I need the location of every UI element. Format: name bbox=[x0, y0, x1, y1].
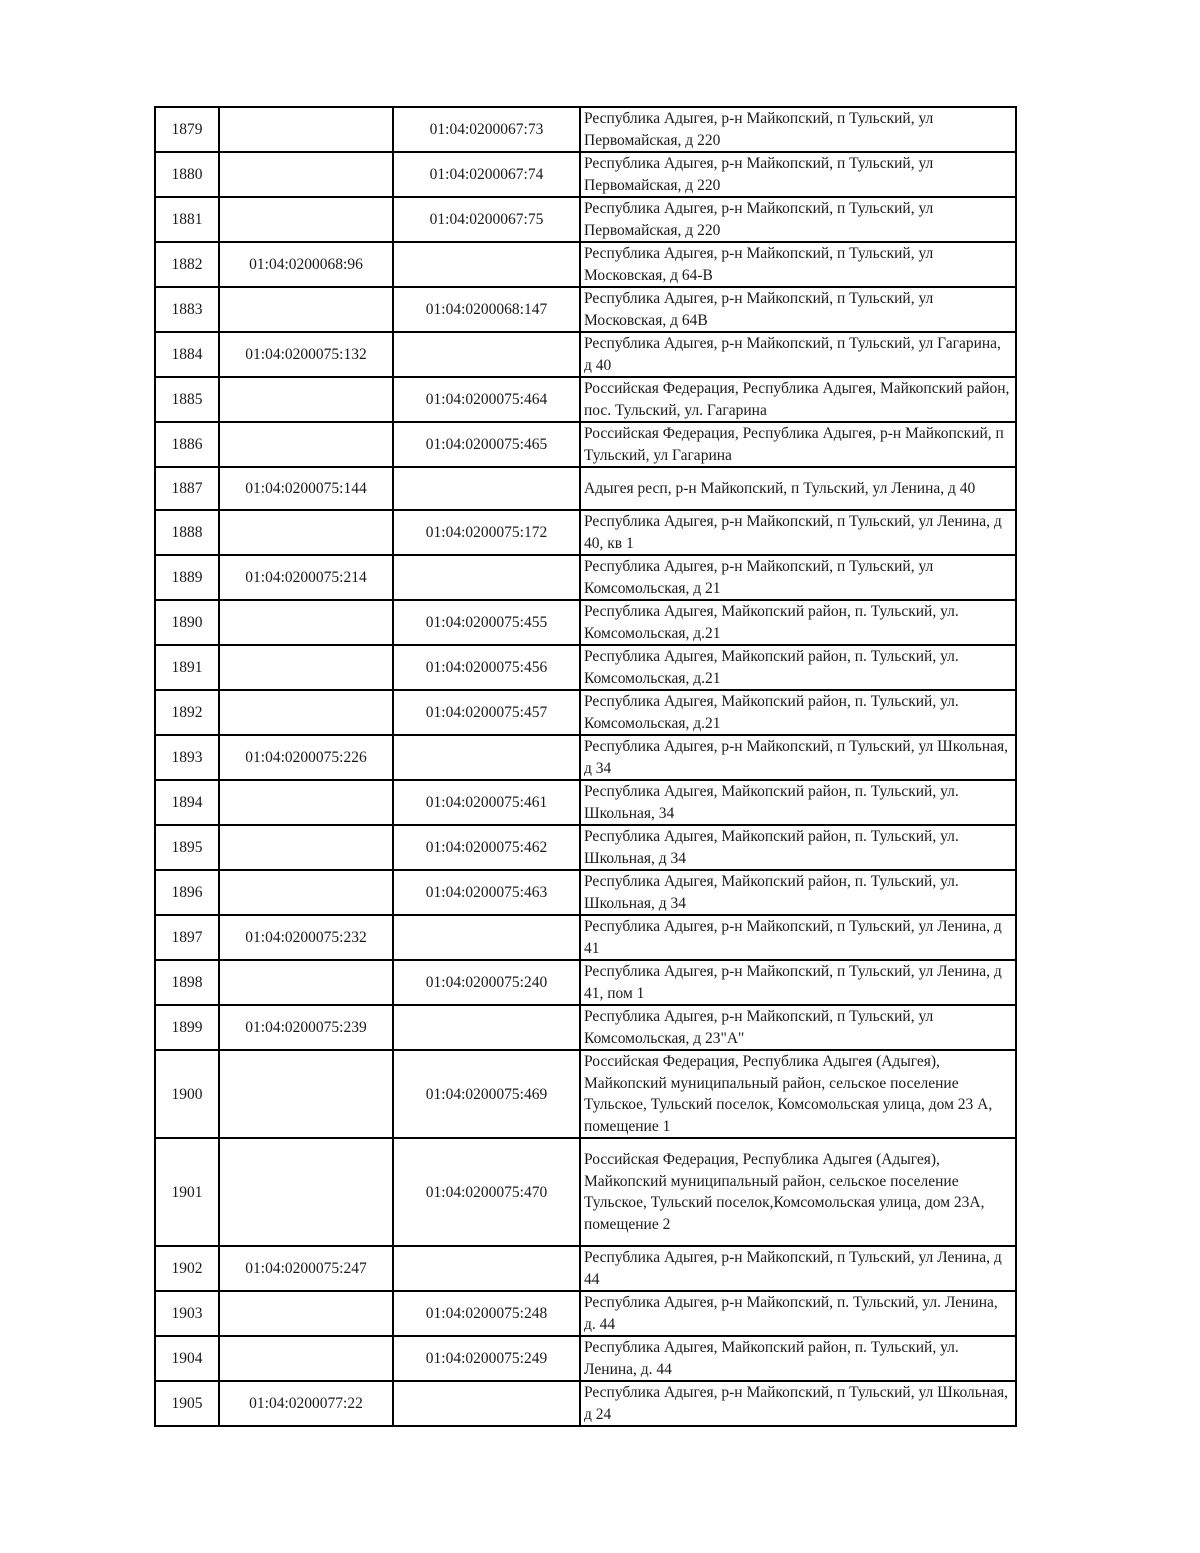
table-row bbox=[155, 467, 1016, 510]
cadastral-number-object: 01:04:0200075:464 bbox=[393, 377, 580, 422]
row-number: 1894 bbox=[155, 780, 219, 825]
cadastral-number-parcel bbox=[219, 197, 393, 242]
cadastral-number-object bbox=[393, 1246, 580, 1291]
table-row bbox=[155, 1138, 1016, 1246]
cadastral-number-object bbox=[393, 467, 580, 510]
cadastral-number-object bbox=[393, 1381, 580, 1426]
cadastral-number-parcel bbox=[219, 600, 393, 645]
table-row bbox=[155, 242, 1016, 287]
row-number: 1883 bbox=[155, 287, 219, 332]
address-cell: Российская Федерация, Республика Адыгея, р-н Майкопский, п Тульский, ул Гагарина bbox=[580, 422, 1016, 467]
table-row bbox=[155, 690, 1016, 735]
row-number: 1879 bbox=[155, 107, 219, 152]
cadastral-number-parcel bbox=[219, 510, 393, 555]
table-row bbox=[155, 780, 1016, 825]
address-cell: Республика Адыгея, р-н Майкопский, п Тульский, ул Гагарина, д 40 bbox=[580, 332, 1016, 377]
address-cell: Республика Адыгея, р-н Майкопский, п Тульский, ул Первомайская, д 220 bbox=[580, 152, 1016, 197]
cadastral-number-parcel bbox=[219, 960, 393, 1005]
address-cell: Республика Адыгея, р-н Майкопский, п Тульский, ул Московская, д 64-В bbox=[580, 242, 1016, 287]
cadastral-number-parcel bbox=[219, 422, 393, 467]
table-row bbox=[155, 152, 1016, 197]
address-cell: Республика Адыгея, р-н Майкопский, п Тульский, ул Первомайская, д 220 bbox=[580, 197, 1016, 242]
address-cell: Республика Адыгея, р-н Майкопский, п Тульский, ул Ленина, д 40, кв 1 bbox=[580, 510, 1016, 555]
row-number: 1905 bbox=[155, 1381, 219, 1426]
row-number: 1901 bbox=[155, 1138, 219, 1246]
cadastral-number-parcel: 01:04:0200075:226 bbox=[219, 735, 393, 780]
row-number: 1882 bbox=[155, 242, 219, 287]
address-cell: Российская Федерация, Республика Адыгея, Майкопский район, пос. Тульский, ул. Гагарина bbox=[580, 377, 1016, 422]
cadastral-number-object bbox=[393, 332, 580, 377]
cadastral-number-object bbox=[393, 555, 580, 600]
address-cell: Республика Адыгея, р-н Майкопский, п. Тульский, ул. Ленина, д. 44 bbox=[580, 1291, 1016, 1336]
row-number: 1895 bbox=[155, 825, 219, 870]
row-number: 1897 bbox=[155, 915, 219, 960]
table-row bbox=[155, 825, 1016, 870]
row-number: 1885 bbox=[155, 377, 219, 422]
cadastral-number-object: 01:04:0200075:172 bbox=[393, 510, 580, 555]
table-row bbox=[155, 332, 1016, 377]
cadastral-number-parcel: 01:04:0200068:96 bbox=[219, 242, 393, 287]
table-row bbox=[155, 1246, 1016, 1291]
cadastral-number-parcel: 01:04:0200075:214 bbox=[219, 555, 393, 600]
row-number: 1889 bbox=[155, 555, 219, 600]
table-row bbox=[155, 197, 1016, 242]
cadastral-number-parcel bbox=[219, 107, 393, 152]
address-cell: Республика Адыгея, р-н Майкопский, п Тульский, ул Ленина, д 44 bbox=[580, 1246, 1016, 1291]
table-body bbox=[155, 107, 1016, 1426]
cadastral-number-parcel bbox=[219, 1138, 393, 1246]
table-row bbox=[155, 600, 1016, 645]
cadastral-number-object: 01:04:0200075:465 bbox=[393, 422, 580, 467]
address-cell: Республика Адыгея, р-н Майкопский, п Тульский, ул Первомайская, д 220 bbox=[580, 107, 1016, 152]
row-number: 1880 bbox=[155, 152, 219, 197]
cadastral-number-object: 01:04:0200075:463 bbox=[393, 870, 580, 915]
row-number: 1881 bbox=[155, 197, 219, 242]
table-row bbox=[155, 870, 1016, 915]
row-number: 1893 bbox=[155, 735, 219, 780]
cadastral-number-object: 01:04:0200075:249 bbox=[393, 1336, 580, 1381]
cadastral-number-object: 01:04:0200075:462 bbox=[393, 825, 580, 870]
cadastral-number-object bbox=[393, 915, 580, 960]
row-number: 1896 bbox=[155, 870, 219, 915]
row-number: 1891 bbox=[155, 645, 219, 690]
cadastral-number-parcel bbox=[219, 645, 393, 690]
table-row bbox=[155, 960, 1016, 1005]
cadastral-number-object: 01:04:0200075:248 bbox=[393, 1291, 580, 1336]
cadastral-number-parcel bbox=[219, 152, 393, 197]
cadastral-number-parcel bbox=[219, 690, 393, 735]
cadastral-number-object bbox=[393, 735, 580, 780]
cadastral-number-object: 01:04:0200075:455 bbox=[393, 600, 580, 645]
row-number: 1899 bbox=[155, 1005, 219, 1050]
address-cell: Республика Адыгея, р-н Майкопский, п Тульский, ул Комсомольская, д 23"А" bbox=[580, 1005, 1016, 1050]
table-row bbox=[155, 107, 1016, 152]
table-row bbox=[155, 555, 1016, 600]
table-row bbox=[155, 510, 1016, 555]
cadastral-number-object: 01:04:0200067:73 bbox=[393, 107, 580, 152]
table-row bbox=[155, 422, 1016, 467]
cadastral-number-parcel bbox=[219, 1336, 393, 1381]
cadastral-number-parcel: 01:04:0200075:239 bbox=[219, 1005, 393, 1050]
row-number: 1888 bbox=[155, 510, 219, 555]
table-row bbox=[155, 1336, 1016, 1381]
cadastral-number-object: 01:04:0200075:470 bbox=[393, 1138, 580, 1246]
row-number: 1900 bbox=[155, 1050, 219, 1138]
table-row bbox=[155, 645, 1016, 690]
row-number: 1886 bbox=[155, 422, 219, 467]
cadastral-number-object: 01:04:0200075:457 bbox=[393, 690, 580, 735]
address-cell: Республика Адыгея, р-н Майкопский, п Тульский, ул Школьная, д 34 bbox=[580, 735, 1016, 780]
cadastral-number-parcel bbox=[219, 287, 393, 332]
address-cell: Республика Адыгея, Майкопский район, п. Тульский, ул. Школьная, 34 bbox=[580, 780, 1016, 825]
row-number: 1904 bbox=[155, 1336, 219, 1381]
cadastral-number-parcel: 01:04:0200077:22 bbox=[219, 1381, 393, 1426]
address-cell: Республика Адыгея, р-н Майкопский, п Тульский, ул Ленина, д 41 bbox=[580, 915, 1016, 960]
address-cell: Республика Адыгея, р-н Майкопский, п Тульский, ул Школьная, д 24 bbox=[580, 1381, 1016, 1426]
cadastral-number-object: 01:04:0200075:456 bbox=[393, 645, 580, 690]
address-cell: Республика Адыгея, Майкопский район, п. Тульский, ул. Комсомольская, д.21 bbox=[580, 690, 1016, 735]
table-row bbox=[155, 735, 1016, 780]
row-number: 1892 bbox=[155, 690, 219, 735]
cadastral-number-object: 01:04:0200075:240 bbox=[393, 960, 580, 1005]
cadastral-number-object: 01:04:0200067:75 bbox=[393, 197, 580, 242]
address-cell: Республика Адыгея, Майкопский район, п. Тульский, ул. Комсомольская, д.21 bbox=[580, 645, 1016, 690]
table-row bbox=[155, 915, 1016, 960]
address-cell: Республика Адыгея, Майкопский район, п. Тульский, ул. Школьная, д 34 bbox=[580, 870, 1016, 915]
cadastral-number-parcel: 01:04:0200075:132 bbox=[219, 332, 393, 377]
address-cell: Республика Адыгея, р-н Майкопский, п Тульский, ул Комсомольская, д 21 bbox=[580, 555, 1016, 600]
table-row bbox=[155, 377, 1016, 422]
table-row bbox=[155, 1291, 1016, 1336]
address-cell: Республика Адыгея, Майкопский район, п. Тульский, ул. Комсомольская, д.21 bbox=[580, 600, 1016, 645]
table-row bbox=[155, 1381, 1016, 1426]
address-cell: Российская Федерация, Республика Адыгея (Адыгея), Майкопский муниципальный район, сельское поселение Тульское, Тульский поселок,Комсомольская улица, дом 23А, помещение 2 bbox=[580, 1138, 1016, 1246]
table-row bbox=[155, 1005, 1016, 1050]
cadastral-number-parcel: 01:04:0200075:247 bbox=[219, 1246, 393, 1291]
row-number: 1890 bbox=[155, 600, 219, 645]
row-number: 1902 bbox=[155, 1246, 219, 1291]
cadastral-number-parcel bbox=[219, 1291, 393, 1336]
cadastral-number-parcel bbox=[219, 1050, 393, 1138]
cadastral-number-object: 01:04:0200067:74 bbox=[393, 152, 580, 197]
cadastral-number-parcel bbox=[219, 825, 393, 870]
row-number: 1898 bbox=[155, 960, 219, 1005]
table-row bbox=[155, 1050, 1016, 1138]
cadastral-table bbox=[154, 106, 1017, 1427]
address-cell: Республика Адыгея, Майкопский район, п. Тульский, ул. Школьная, д 34 bbox=[580, 825, 1016, 870]
row-number: 1887 bbox=[155, 467, 219, 510]
cadastral-number-parcel bbox=[219, 870, 393, 915]
cadastral-number-object bbox=[393, 1005, 580, 1050]
cadastral-number-parcel: 01:04:0200075:232 bbox=[219, 915, 393, 960]
cadastral-number-object bbox=[393, 242, 580, 287]
address-cell: Республика Адыгея, Майкопский район, п. Тульский, ул. Ленина, д. 44 bbox=[580, 1336, 1016, 1381]
row-number: 1884 bbox=[155, 332, 219, 377]
cadastral-number-object: 01:04:0200075:461 bbox=[393, 780, 580, 825]
cadastral-number-object: 01:04:0200068:147 bbox=[393, 287, 580, 332]
cadastral-number-parcel bbox=[219, 377, 393, 422]
cadastral-number-object: 01:04:0200075:469 bbox=[393, 1050, 580, 1138]
address-cell: Российская Федерация, Республика Адыгея (Адыгея), Майкопский муниципальный район, сельское поселение Тульское, Тульский поселок, Комсомольская улица, дом 23 А, помещение 1 bbox=[580, 1050, 1016, 1138]
address-cell: Республика Адыгея, р-н Майкопский, п Тульский, ул Московская, д 64В bbox=[580, 287, 1016, 332]
address-cell: Республика Адыгея, р-н Майкопский, п Тульский, ул Ленина, д 41, пом 1 bbox=[580, 960, 1016, 1005]
address-cell: Адыгея респ, р-н Майкопский, п Тульский, ул Ленина, д 40 bbox=[580, 467, 1016, 510]
table-row bbox=[155, 287, 1016, 332]
cadastral-number-parcel: 01:04:0200075:144 bbox=[219, 467, 393, 510]
cadastral-number-parcel bbox=[219, 780, 393, 825]
row-number: 1903 bbox=[155, 1291, 219, 1336]
